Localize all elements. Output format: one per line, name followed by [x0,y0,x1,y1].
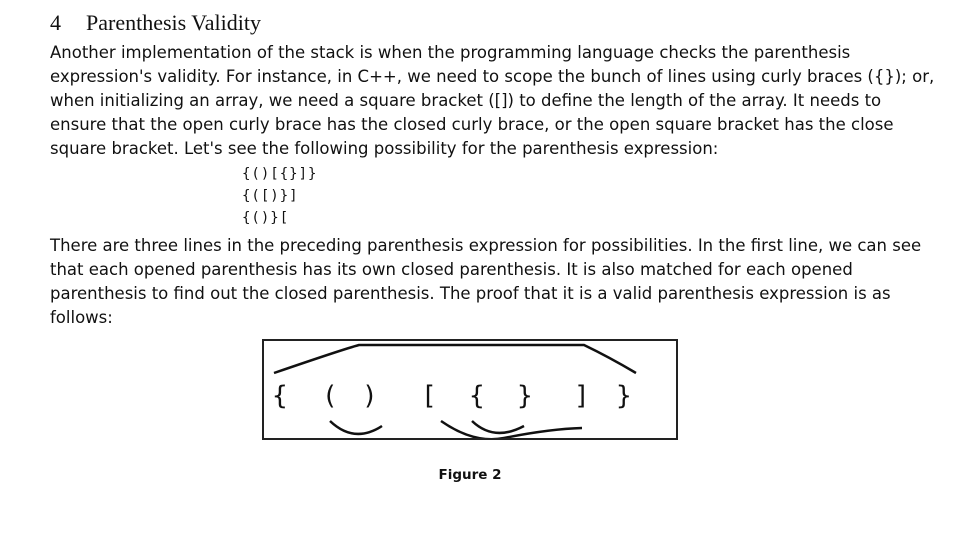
section-number: 4 [50,10,61,35]
symbol-close-paren: ) [362,381,378,411]
paragraph-line: follows: [50,308,113,327]
symbol-close-curly-inner: } [517,381,533,411]
paragraph-line: when initializing an array, we need a square bracket ([]) to define the length of the array. It needs to [50,91,882,110]
symbol-open-curly: { [272,381,288,411]
figure-caption: Figure 2 [438,467,502,483]
paragraph-line: ensure that the open curly brace has the closed curly brace, or the open square bracket has the close [50,115,894,134]
curly-inner-match-arc [472,421,524,433]
symbol-open-paren: ( [322,381,338,411]
bracket-match-arc [441,421,582,438]
symbol-close-curly: } [616,381,632,411]
paragraph-line: There are three lines in the preceding parenthesis expression for possibilities. In the first line, we can see [50,236,922,255]
paragraph-line: that each opened parenthesis has its own closed parenthesis. It is also matched for each opened [50,260,853,279]
expression-line-3: {()}[ [242,210,290,226]
symbol-close-bracket: ] [574,381,590,411]
section-heading [50,10,261,36]
symbol-open-bracket: [ [421,381,437,411]
matching-diagram [264,341,676,438]
intro-paragraph [50,41,935,161]
paren-match-arc [330,421,382,434]
paragraph-line: square bracket. Let's see the following possibility for the parenthesis expression: [50,139,719,158]
expression-line-1: {()[{}]} [242,166,318,182]
outer-brace-arc [274,345,636,373]
expression-line-2: {([)}] [242,188,299,204]
figure-box [262,339,678,440]
paragraph-line: parenthesis to find out the closed parenthesis. The proof that it is a valid parenthesis expression is as [50,284,891,303]
section-title: Parenthesis Validity [86,10,261,35]
symbol-open-curly-inner: { [469,381,485,411]
paragraph-line: expression's validity. For instance, in C++, we need to scope the bunch of lines using curly braces ({}); or, [50,67,935,86]
paragraph-line: Another implementation of the stack is when the programming language checks the parenthesis [50,43,851,62]
explanation-paragraph [50,234,920,330]
